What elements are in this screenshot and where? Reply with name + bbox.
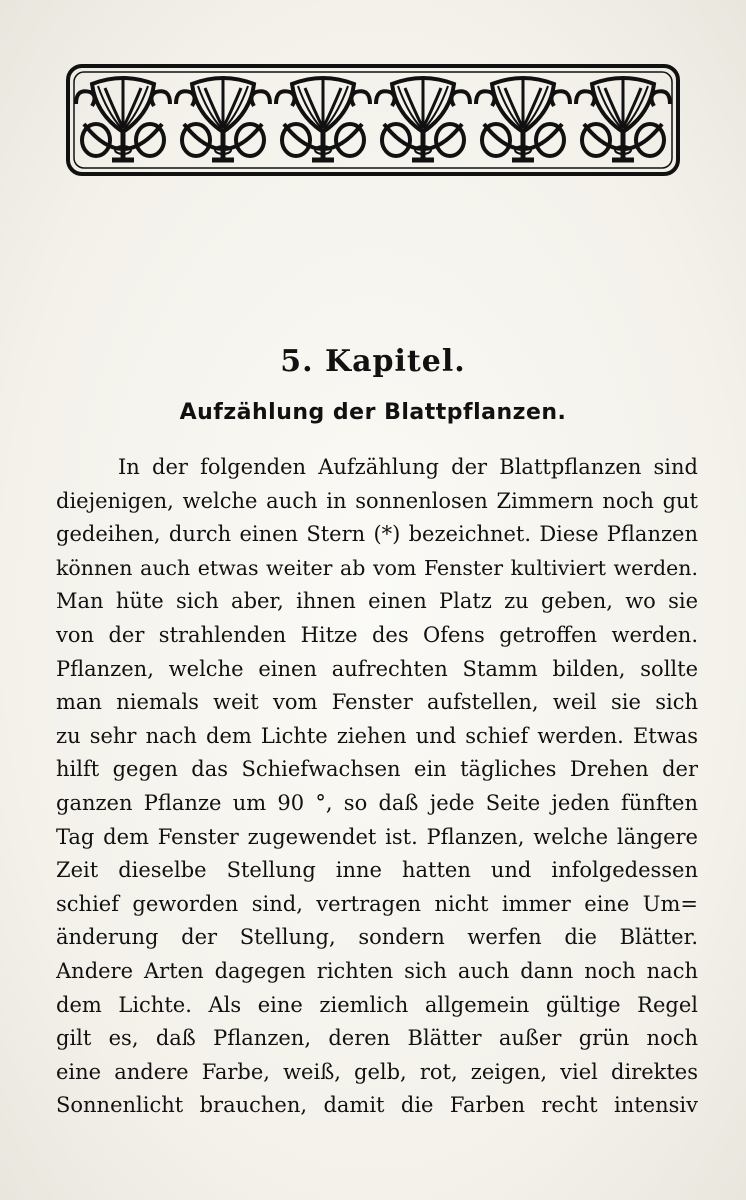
text-line: Andere Arten dagegen richten sich auch dann noch nach [56, 958, 698, 983]
text-line: man niemals weit vom Fenster aufstellen, weil sie sich [56, 690, 698, 715]
text-line: diejenigen, welche auch in sonnenlosen Zimmern noch gut [56, 488, 698, 513]
text-line: schief geworden sind, vertragen nicht immer eine Um= [56, 891, 698, 916]
body-text [56, 451, 698, 1123]
text-line: eine andere Farbe, weiß, gelb, rot, zeigen, viel direktes [56, 1059, 698, 1084]
text-line: Zeit dieselbe Stellung inne hatten und infolgedessen [56, 858, 698, 883]
text-line: dem Lichte. Als eine ziemlich allgemein gültige Regel [56, 992, 698, 1017]
text-line: von der strahlenden Hitze des Ofens getroffen werden. [56, 622, 698, 647]
text-line: Sonnenlicht brauchen, damit die Farben recht intensiv [56, 1093, 698, 1118]
text-line: In der folgenden Aufzählung der Blattpflanzen sind [118, 455, 698, 479]
text-line: Tag dem Fenster zugewendet ist. Pflanzen, welche längere [56, 824, 698, 849]
text-line: gedeihen, durch einen Stern (*) bezeichnet. Diese Pflanzen [56, 522, 698, 547]
ornamental-border-icon [66, 64, 680, 176]
chapter-title: 5. Kapitel. [280, 344, 466, 379]
section-title: Aufzählung der Blattpflanzen. [179, 400, 567, 425]
text-line: Man hüte sich aber, ihnen einen Platz zu geben, wo sie [56, 589, 698, 614]
text-line: Pflanzen, welche einen aufrechten Stamm bilden, sollte [56, 656, 698, 681]
text-line: änderung der Stellung, sondern werfen die Blätter. [56, 925, 698, 950]
text-line: zu sehr nach dem Lichte ziehen und schief werden. Etwas [56, 723, 698, 748]
text-line: gilt es, daß Pflanzen, deren Blätter außer grün noch [56, 1026, 698, 1051]
text-line: können auch etwas weiter ab vom Fenster kultiviert werden. [56, 555, 698, 580]
text-line: hilft gegen das Schiefwachsen ein tägliches Drehen der [56, 757, 698, 782]
text-line: ganzen Pflanze um 90 °, so daß jede Seite jeden fünften [56, 790, 698, 815]
